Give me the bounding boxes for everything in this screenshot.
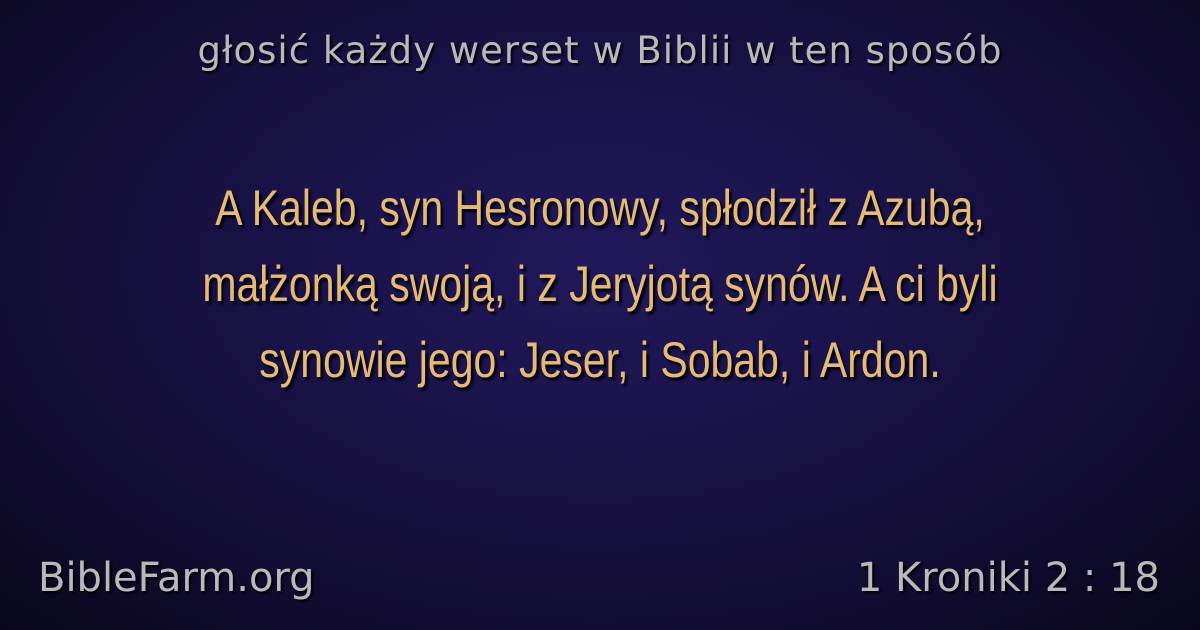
verse-reference: 1 Kroniki 2 : 18 — [856, 555, 1160, 601]
site-brand: BibleFarm.org — [38, 555, 315, 601]
verse-text: A Kaleb, syn Hesronowy, spłodził z Azubą, małżonką swoją, i z Jeryjotą synów. A ci byli synowie jego: Jeser, i Sobab, i Ardon. — [202, 180, 998, 388]
tagline: głosić każdy werset w Biblii w ten sposób — [197, 29, 1003, 72]
